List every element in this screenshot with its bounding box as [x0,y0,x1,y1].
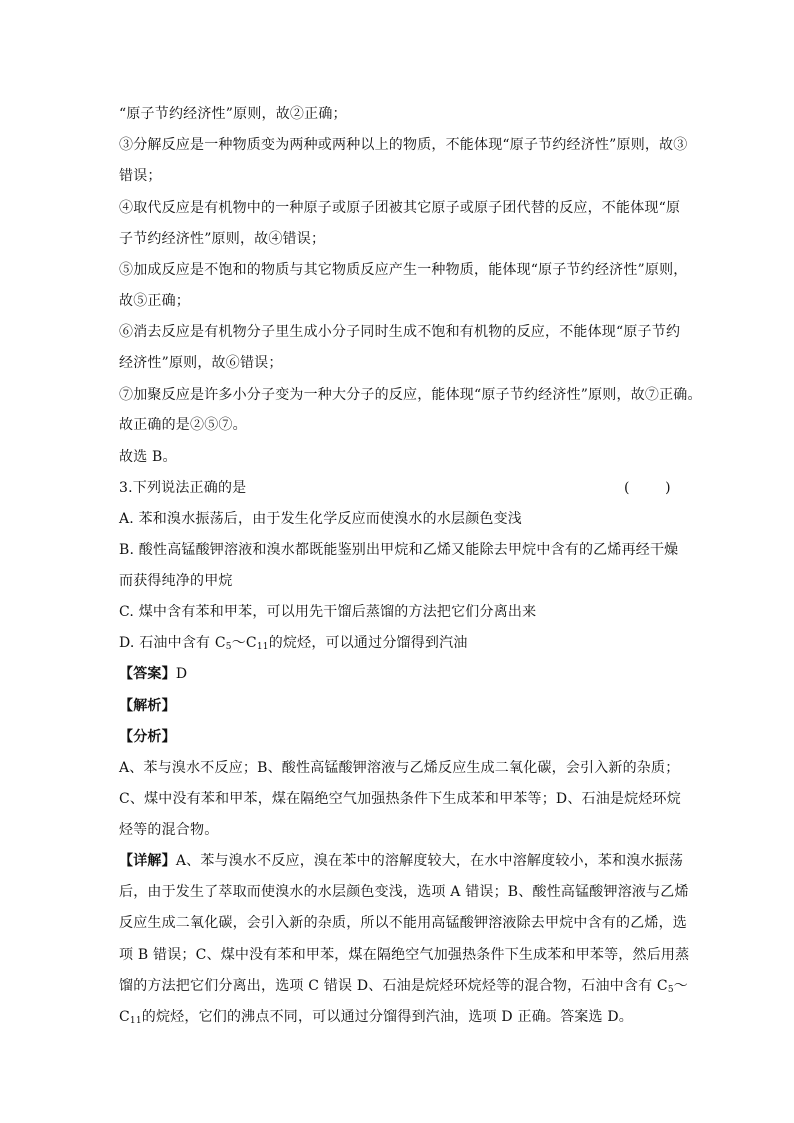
xiangjie-text: 馏的方法把它们分离出，选项 C 错误 D、石油是烷烃环烷烃等的混合物，石油中含有 C [119,978,668,994]
fenxi-line: 烃等的混合物。 [119,822,219,838]
xiangjie-first: A、苯与溴水不反应，溴在苯中的溶解度较大，在水中溶解度较小，苯和溴水振荡 [175,853,684,869]
xiangjie-label: 【详解】 [119,853,176,869]
xiangjie-sub: 5 [667,985,674,995]
text-line: 错误； [119,168,162,184]
text-line: 故⑤正确； [119,293,190,309]
fenxi-heading [119,727,679,747]
xiangjie-line [119,976,688,996]
jiexi-heading [119,696,679,716]
option-b-line2: 而获得纯净的甲烷 [119,573,233,589]
option-d-post: 的烷烃，可以通过分馏得到汽油 [268,635,468,651]
option-d-pre: D. 石油中含有 C [119,635,226,651]
answer-label: 【答案】 [119,666,176,682]
text-line: 故正确的是②⑤⑦。 [119,417,247,433]
text-line: ③分解反应是一种物质变为两种或两种以上的物质，不能体现“原子节约经济性”原则，故③ [119,137,688,153]
text-line: ⑥消去反应是有机物分子里生成小分子同时生成不饱和有机物的反应，不能体现“原子节约 [119,324,681,340]
text-line: 子节约经济性”原则，故④错误； [119,231,326,247]
option-c: C. 煤中含有苯和甲苯，可以用先干馏后蒸馏的方法把它们分离出来 [119,604,537,620]
xiangjie-line [119,1007,679,1027]
option-b-line1: B. 酸性高锰酸钾溶液和溴水都既能鉴别出甲烷和乙烯又能除去甲烷中含有的乙烯再经干燥 [119,542,679,558]
option-d-mid: ～C [231,635,257,651]
fenxi-line: C、煤中没有苯和甲苯，煤在隔绝空气加强热条件下生成苯和甲苯等；D、石油是烷烃环烷 [119,791,681,807]
option-a: A. 苯和溴水振荡后，由于发生化学反应而使溴水的水层颜色变浅 [119,511,523,527]
option-d [119,633,679,653]
text-line: ⑦加聚反应是许多小分子变为一种大分子的反应，能体现“原子节约经济性”原则，故⑦正确。 [119,387,702,403]
xiangjie-text: C [119,1009,130,1025]
xiangjie-line: 项 B 错误；C、煤中没有苯和甲苯，煤在隔绝空气加强热条件下生成苯和甲苯等，然后用蒸 [119,947,690,963]
option-d-sub1: 5 [225,642,232,652]
text-line: “原子节约经济性”原则，故②正确； [119,106,347,122]
text-line: 故选 B。 [119,449,177,465]
fenxi-line: A、苯与溴水不反应；B、酸性高锰酸钾溶液与乙烯反应生成二氧化碳，会引入新的杂质； [119,760,680,776]
text-line: ⑤加成反应是不饱和的物质与其它物质反应产生一种物质，能体现“原子节约经济性”原则， [119,262,688,278]
question-stem: 3.下列说法正确的是 [119,480,247,496]
xiangjie-line: 反应生成二氧化碳，会引入新的杂质，所以不能用高锰酸钾溶液除去甲烷中含有的乙烯，选 [119,915,687,931]
option-d-sub2: 11 [256,642,269,652]
text-line: 经济性”原则，故⑥错误； [119,355,283,371]
answer-line [119,664,679,684]
answer-value: D [175,666,188,682]
xiangjie-text: 的烷烃，它们的沸点不同，可以通过分馏得到汽油，选项 D 正确。答案选 D。 [141,1009,633,1025]
answer-blank: ( ) [624,480,671,496]
xiangjie-sub: 11 [129,1016,142,1026]
xiangjie-tilde: ～ [673,978,688,994]
jiexi-label: 【解析】 [119,698,176,714]
fenxi-label: 【分析】 [119,729,176,745]
xiangjie-line: 后，由于发生了萃取而使溴水的水层颜色变浅，选项 A 错误；B、酸性高锰酸钾溶液与乙烯 [119,884,689,900]
text-line: ④取代反应是有机物中的一种原子或原子团被其它原子或原子团代替的反应，不能体现“原 [119,200,681,216]
xiangjie-line [119,851,684,871]
